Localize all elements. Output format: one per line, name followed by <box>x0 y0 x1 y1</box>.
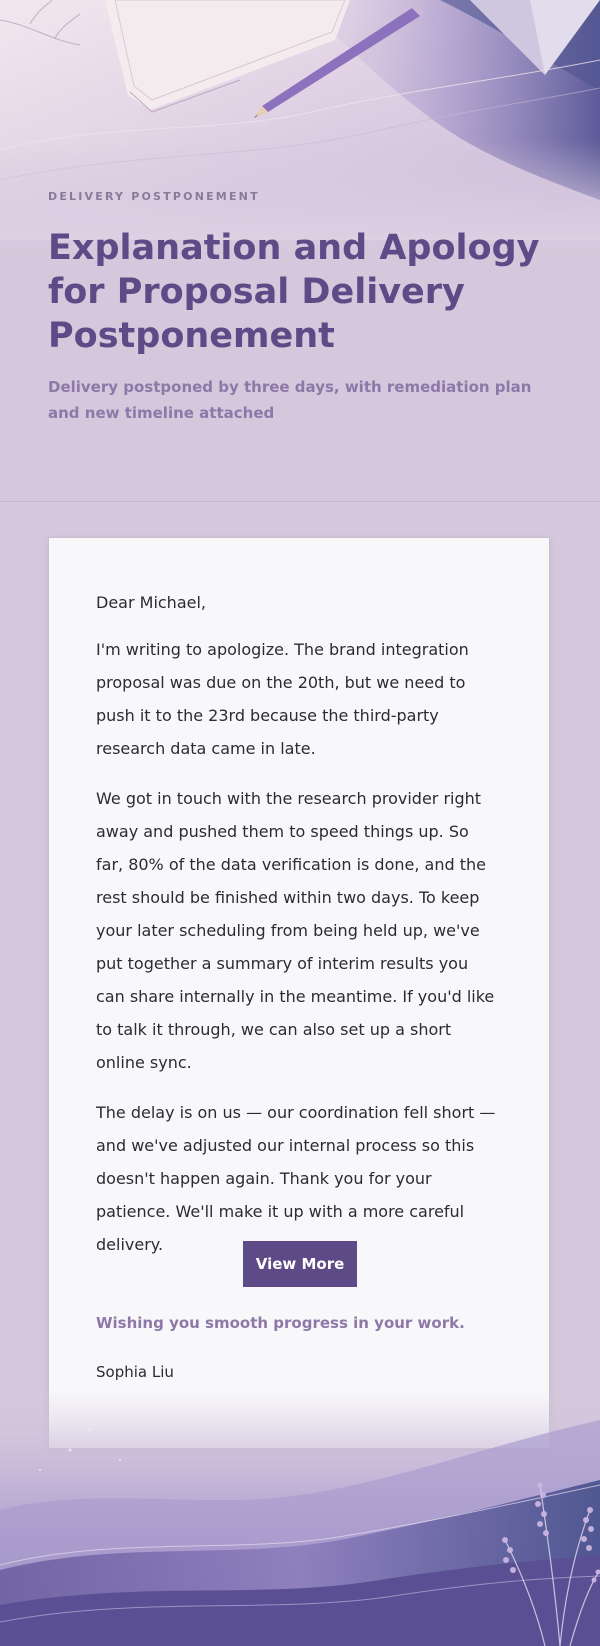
letter-paragraph: We got in touch with the research provider right away and pushed them to speed things up. So far, 80% of the data verification is done, and the rest should be finished within two days. To keep your later scheduling from being held up, we've put together a summary of interim results you can share internally in the meantime. If you'd like to talk it through, we can also set up a short online sync. <box>96 789 495 1072</box>
view-more-button[interactable]: View More <box>243 1241 357 1287</box>
letter-paragraph: I'm writing to apologize. The brand integration proposal was due on the 20th, but we need to push it to the 23rd because the third-party research data came in late. <box>96 640 469 758</box>
page-subtitle: Delivery postponed by three days, with remediation plan and new timeline attached <box>48 378 532 422</box>
page-title: Explanation and Apology for Proposal Delivery Postponement <box>48 228 540 356</box>
letter-body <box>96 586 496 1278</box>
letter-signature: Sophia Liu <box>96 1363 174 1381</box>
letter-greeting: Dear Michael, <box>96 593 206 612</box>
letter-closing: Wishing you smooth progress in your work. <box>96 1314 465 1332</box>
lavender-flowers-illustration <box>0 1390 600 1646</box>
eyebrow-label: DELIVERY POSTPONEMENT <box>48 190 260 203</box>
letter-card <box>48 537 550 1449</box>
paper-and-pencil-illustration <box>0 0 600 240</box>
header-hero <box>0 0 600 502</box>
letter-paragraph: The delay is on us — our coordination fell short — and we've adjusted our internal process so this doesn't happen again. Thank you for your patience. We'll make it up with a more careful delivery. <box>96 1103 496 1254</box>
header-divider <box>0 501 600 502</box>
